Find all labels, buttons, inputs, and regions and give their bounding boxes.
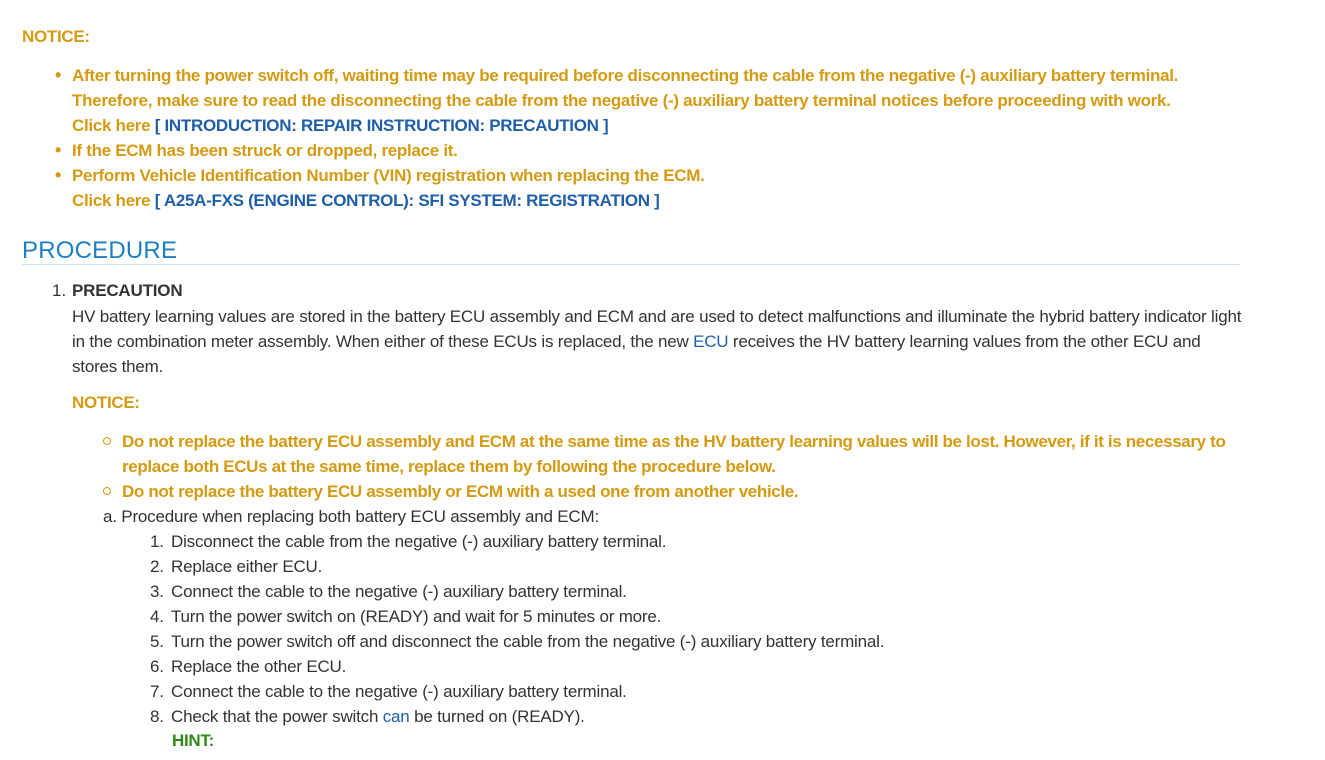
notice-text: Perform Vehicle Identification Number (VIN) registration when replacing the ECM. [72, 166, 705, 185]
step-description [72, 304, 1242, 379]
substep-number: 3. [150, 582, 164, 601]
can-link[interactable]: can [382, 707, 410, 726]
notice-text: Therefore, make sure to read the disconnecting the cable from the negative (-) auxiliary battery terminal notices before proceeding with work. [72, 91, 1171, 110]
step-title: PRECAUTION [72, 281, 183, 300]
step-notice-list [100, 429, 1272, 504]
notice-list [50, 63, 1282, 213]
substep-item [150, 529, 884, 554]
substep-item [150, 554, 884, 579]
substep-text: Turn the power switch on (READY) and wait for 5 minutes or more. [171, 607, 662, 626]
substep-number: 2. [150, 557, 164, 576]
substep-text: Connect the cable to the negative (-) auxiliary battery terminal. [171, 582, 627, 601]
step-notice-item: Do not replace the battery ECU assembly or ECM with a used one from another vehicle. [122, 479, 1272, 504]
substep-item [150, 654, 884, 679]
substep-text: Disconnect the cable from the negative (-) auxiliary battery terminal. [171, 532, 667, 551]
step-notice-item: Do not replace the battery ECU assembly and ECM at the same time as the HV battery learning values will be lost. However, if it is necessary to replace both ECUs at the same time, replace them by following the procedure below. [122, 429, 1272, 479]
substep-list [150, 529, 884, 729]
substep-text: Replace the other ECU. [171, 657, 347, 676]
notice-item [72, 138, 1282, 163]
step-description-text: receives the HV battery learning values from the other ECU and stores them. [72, 332, 1201, 376]
substep-number: 1. [150, 532, 164, 551]
step-notice-label: NOTICE: [72, 393, 140, 412]
notice-item [72, 63, 1282, 138]
click-here-label: Click here [72, 116, 151, 135]
ecu-link[interactable]: ECU [693, 332, 729, 351]
notice-text: After turning the power switch off, waiting time may be required before disconnecting the cable from the negative (-) auxiliary battery terminal. [72, 66, 1179, 85]
procedure-heading: PROCEDURE [22, 237, 178, 264]
substep-text: Replace either ECU. [171, 557, 323, 576]
substep-text: be turned on (READY). [409, 707, 585, 726]
substep-text: Check that the power switch [171, 707, 383, 726]
substep-item [150, 704, 884, 729]
substep-text: Turn the power switch off and disconnect the cable from the negative (-) auxiliary battery terminal. [171, 632, 885, 651]
click-here-label: Click here [72, 191, 151, 210]
substep-a: a. Procedure when replacing both battery ECU assembly and ECM: [103, 507, 599, 526]
substep-number: 6. [150, 657, 164, 676]
substep-number: 5. [150, 632, 164, 651]
notice-text: If the ECM has been struck or dropped, replace it. [72, 141, 458, 160]
notice-item [72, 163, 1282, 213]
substep-text: Connect the cable to the negative (-) auxiliary battery terminal. [171, 682, 627, 701]
precaution-link[interactable]: [ INTRODUCTION: REPAIR INSTRUCTION: PRECAUTION ] [154, 116, 609, 135]
heading-divider [22, 264, 1240, 265]
substep-number: 8. [150, 707, 164, 726]
substep-number: 7. [150, 682, 164, 701]
substep-item [150, 604, 884, 629]
hint-label: HINT: [172, 731, 214, 750]
substep-item [150, 629, 884, 654]
substep-item [150, 679, 884, 704]
registration-link[interactable]: [ A25A-FXS (ENGINE CONTROL): SFI SYSTEM: REGISTRATION ] [154, 191, 660, 210]
step-number: 1. [52, 281, 67, 300]
substep-item [150, 579, 884, 604]
notice-label: NOTICE: [22, 27, 90, 46]
substep-number: 4. [150, 607, 164, 626]
step-description-text: HV battery learning values are stored in the battery ECU assembly and ECM and are used to detect malfunctions and illuminate the hybrid battery indicator light in the combination meter assembly. When either of these ECUs is replaced, the new [72, 307, 1242, 351]
